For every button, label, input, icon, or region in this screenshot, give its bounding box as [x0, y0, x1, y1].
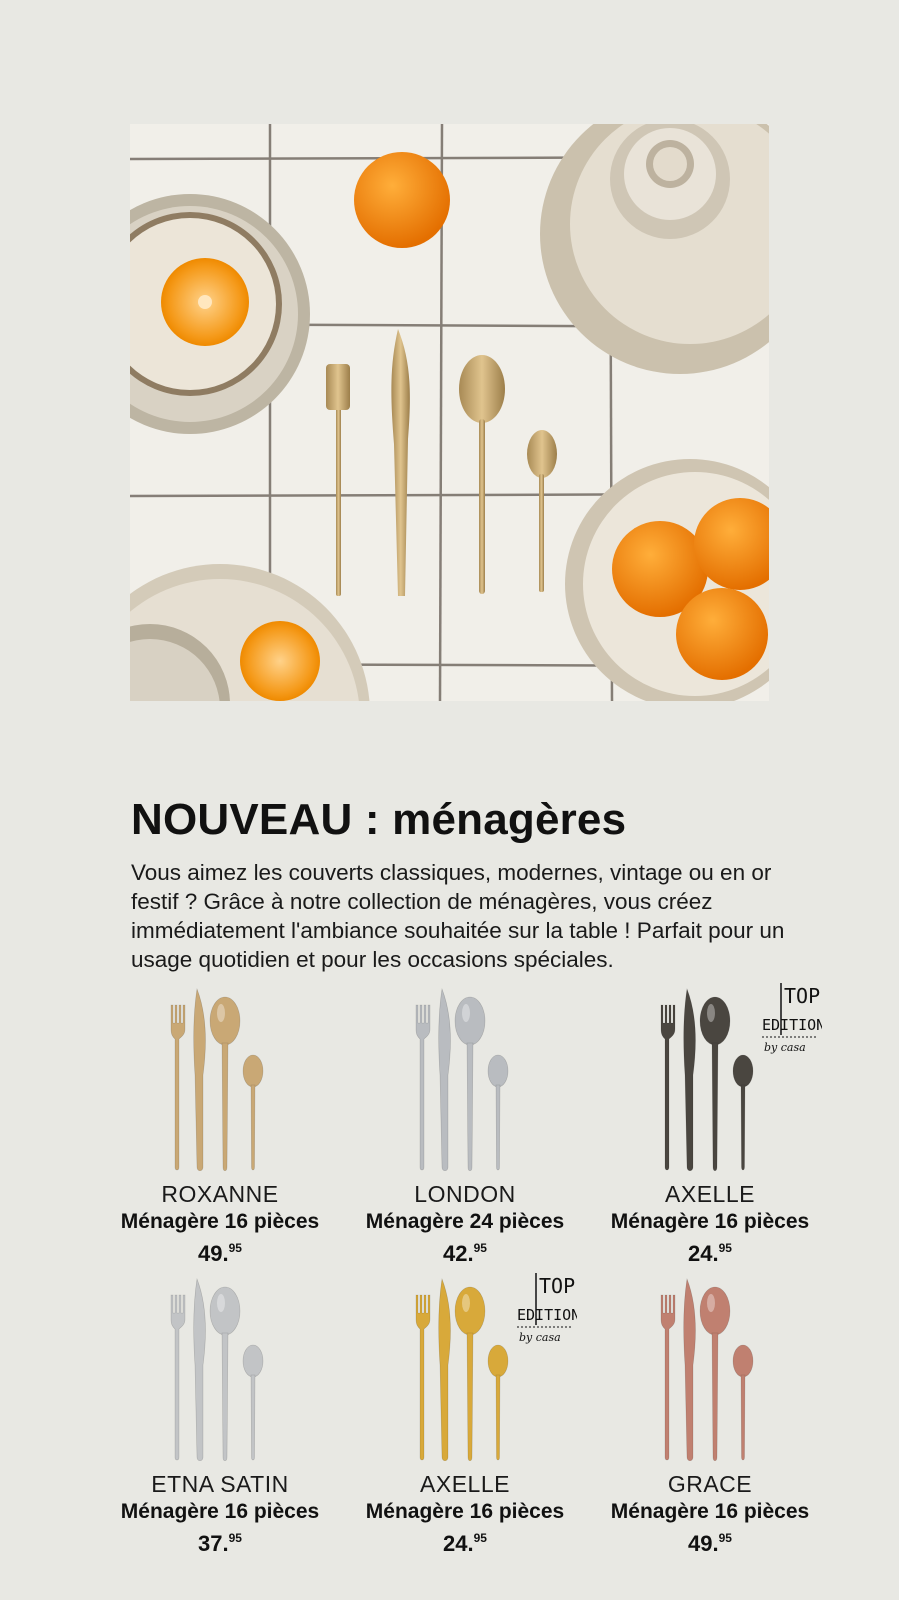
price-decimals: 95 [228, 1241, 242, 1255]
product-name: AXELLE [665, 1181, 755, 1207]
product-image [345, 985, 585, 1181]
product-grid [100, 985, 820, 1585]
product-name: ROXANNE [161, 1181, 279, 1207]
product-image [590, 1275, 830, 1471]
cutlery-set-icon [165, 985, 275, 1175]
product-price [345, 1235, 585, 1267]
price-integer: 42. [443, 1241, 474, 1266]
badge-brand-text: by casa [764, 1041, 806, 1054]
price-integer: 24. [688, 1241, 719, 1266]
product-price [590, 1525, 830, 1557]
price-decimals: 95 [228, 1531, 242, 1545]
hero-photo [130, 124, 769, 701]
product-card[interactable] [100, 985, 340, 1267]
badge-top-text: TOP [539, 1274, 576, 1298]
product-pieces: Ménagère 16 pièces [610, 1210, 810, 1233]
product-name: GRACE [667, 1471, 753, 1497]
product-name: AXELLE [420, 1471, 510, 1497]
page-description: Vous aimez les couverts classiques, modernes, vintage ou en or festif ? Grâce à notre collection de ménagères, vous créez immédiatement l'ambiance souhaitée sur la table ! Parfait pour un usage quotidien et pour les occasions spéciales. [131, 860, 785, 972]
badge-brand-text: by casa [519, 1331, 561, 1344]
badge-top-text: TOP [784, 984, 821, 1008]
price-integer: 37. [198, 1531, 229, 1556]
price-integer: 49. [688, 1531, 719, 1556]
product-pieces: Ménagère 16 pièces [610, 1500, 810, 1523]
price-decimals: 95 [473, 1531, 487, 1545]
product-card[interactable] [345, 985, 585, 1267]
cutlery-set-icon [655, 1275, 765, 1465]
page-title: NOUVEAU : ménagères [131, 795, 627, 844]
product-name: ETNA SATIN [151, 1471, 289, 1497]
cutlery-set-icon [655, 985, 765, 1175]
price-integer: 49. [198, 1241, 229, 1266]
cutlery-set-icon [410, 1275, 520, 1465]
product-card[interactable] [345, 1275, 585, 1557]
product-card[interactable] [100, 1275, 340, 1557]
product-pieces: Ménagère 16 pièces [365, 1500, 565, 1523]
product-price [345, 1525, 585, 1557]
product-name: LONDON [414, 1181, 516, 1207]
product-image [100, 985, 340, 1181]
top-edition-badge [760, 977, 822, 1057]
price-decimals: 95 [718, 1531, 732, 1545]
cutlery-set-icon [410, 985, 520, 1175]
product-card[interactable] [590, 985, 830, 1267]
badge-edition-text: EDITION [517, 1306, 577, 1324]
price-integer: 24. [443, 1531, 474, 1556]
product-card[interactable] [590, 1275, 830, 1557]
product-pieces: Ménagère 16 pièces [120, 1210, 320, 1233]
product-price [100, 1525, 340, 1557]
price-decimals: 95 [718, 1241, 732, 1255]
product-pieces: Ménagère 16 pièces [120, 1500, 320, 1523]
cutlery-set-icon [165, 1275, 275, 1465]
product-price [590, 1235, 830, 1267]
price-decimals: 95 [473, 1241, 487, 1255]
product-price [100, 1235, 340, 1267]
top-edition-badge [515, 1267, 577, 1347]
product-image [100, 1275, 340, 1471]
product-pieces: Ménagère 24 pièces [365, 1210, 565, 1233]
badge-edition-text: EDITION [762, 1016, 822, 1034]
